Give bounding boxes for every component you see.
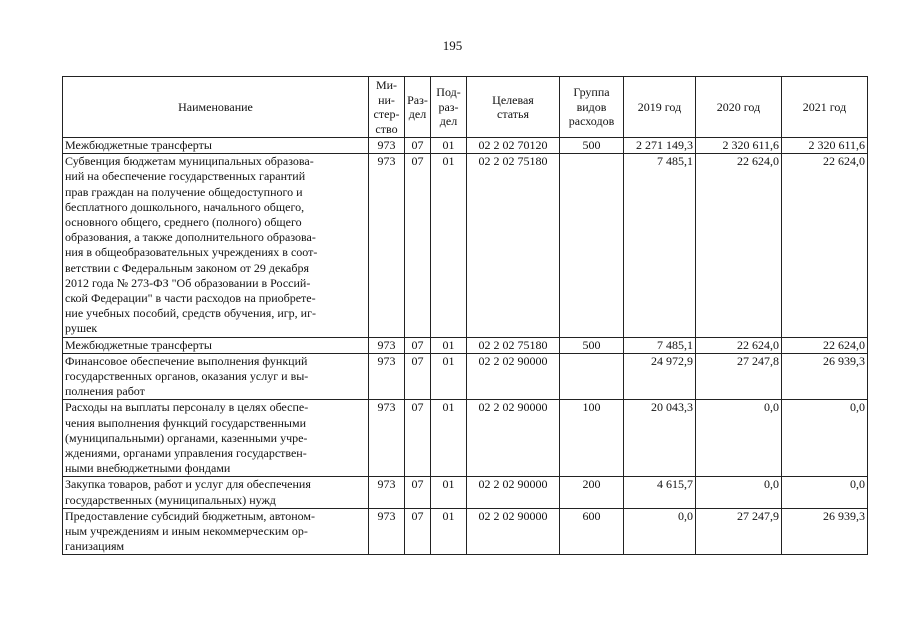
cell-2019: 7 485,1: [624, 337, 696, 353]
cell-ministry: 973: [369, 138, 405, 154]
cell-2019: 7 485,1: [624, 154, 696, 337]
budget-table: [62, 76, 868, 555]
cell-name: Субвенция бюджетам муниципальных образова- ний на обеспечение государственных гарантий прав граждан на получение общедоступного и бесплатного дошкольного, начального общего, основного общего, среднего (полного) общего образования, а также дополнительного образова- ния в общеобразовательных учреждениях в соот- ветствии с Федеральным законом от 29 декабря 2012 года № 273-ФЗ "Об образовании в Россий- ской Федерации" в части расходов на приобрете- ние учебных пособий, средств обучения, игр, иг- рушек: [63, 154, 369, 337]
cell-name: Финансовое обеспечение выполнения функций государственных органов, оказания услуг и вы- полнения работ: [63, 353, 369, 400]
table-row: [63, 138, 868, 154]
cell-ministry: 973: [369, 508, 405, 555]
cell-section: 07: [405, 353, 431, 400]
header-group: Группа видов расходов: [560, 77, 624, 138]
cell-2020: 27 247,8: [696, 353, 782, 400]
cell-2020: 2 320 611,6: [696, 138, 782, 154]
header-subsection: Под- раз- дел: [431, 77, 467, 138]
table-row: [63, 154, 868, 337]
header-name: Наименование: [63, 77, 369, 138]
cell-subsection: 01: [431, 138, 467, 154]
cell-target: 02 2 02 75180: [467, 154, 560, 337]
cell-target: 02 2 02 90000: [467, 508, 560, 555]
cell-section: 07: [405, 508, 431, 555]
cell-2019: 0,0: [624, 508, 696, 555]
cell-section: 07: [405, 337, 431, 353]
cell-subsection: 01: [431, 154, 467, 337]
cell-subsection: 01: [431, 353, 467, 400]
cell-ministry: 973: [369, 337, 405, 353]
cell-subsection: 01: [431, 477, 467, 508]
cell-group: 100: [560, 400, 624, 477]
cell-group: 200: [560, 477, 624, 508]
cell-2020: 27 247,9: [696, 508, 782, 555]
cell-ministry: 973: [369, 477, 405, 508]
header-ministry: Ми- ни- стер- ство: [369, 77, 405, 138]
cell-2021: 22 624,0: [782, 337, 868, 353]
cell-2019: 2 271 149,3: [624, 138, 696, 154]
cell-ministry: 973: [369, 400, 405, 477]
cell-ministry: 973: [369, 154, 405, 337]
cell-2019: 24 972,9: [624, 353, 696, 400]
cell-name: Расходы на выплаты персоналу в целях обеспе- чения выполнения функций государственными (муниципальными) органами, казенными учре- ждениями, органами управления государствен- ными внебюджетными фондами: [63, 400, 369, 477]
table-row: [63, 400, 868, 477]
cell-2020: 0,0: [696, 477, 782, 508]
cell-subsection: 01: [431, 400, 467, 477]
cell-2021: 0,0: [782, 477, 868, 508]
table-header-row: [63, 77, 868, 138]
cell-ministry: 973: [369, 353, 405, 400]
cell-group: 500: [560, 138, 624, 154]
header-2020: 2020 год: [696, 77, 782, 138]
cell-section: 07: [405, 138, 431, 154]
cell-group: 600: [560, 508, 624, 555]
header-section: Раз- дел: [405, 77, 431, 138]
cell-2021: 0,0: [782, 400, 868, 477]
table-row: [63, 477, 868, 508]
cell-name: Предоставление субсидий бюджетным, автоном- ным учреждениям и иным некоммерческим ор- ганизациям: [63, 508, 369, 555]
cell-2021: 26 939,3: [782, 353, 868, 400]
cell-target: 02 2 02 70120: [467, 138, 560, 154]
cell-2021: 2 320 611,6: [782, 138, 868, 154]
cell-target: 02 2 02 90000: [467, 477, 560, 508]
table-row: [63, 353, 868, 400]
cell-group: [560, 154, 624, 337]
cell-2019: 20 043,3: [624, 400, 696, 477]
header-2021: 2021 год: [782, 77, 868, 138]
table-body: [63, 138, 868, 555]
header-2019: 2019 год: [624, 77, 696, 138]
cell-2020: 22 624,0: [696, 154, 782, 337]
cell-name: Закупка товаров, работ и услуг для обеспечения государственных (муниципальных) нужд: [63, 477, 369, 508]
cell-target: 02 2 02 75180: [467, 337, 560, 353]
cell-target: 02 2 02 90000: [467, 353, 560, 400]
cell-2020: 0,0: [696, 400, 782, 477]
page-number: 195: [442, 38, 463, 53]
table-row: [63, 337, 868, 353]
cell-subsection: 01: [431, 508, 467, 555]
cell-name: Межбюджетные трансферты: [63, 337, 369, 353]
cell-target: 02 2 02 90000: [467, 400, 560, 477]
cell-2021: 26 939,3: [782, 508, 868, 555]
cell-section: 07: [405, 154, 431, 337]
cell-2020: 22 624,0: [696, 337, 782, 353]
cell-name: Межбюджетные трансферты: [63, 138, 369, 154]
cell-subsection: 01: [431, 337, 467, 353]
table-row: [63, 508, 868, 555]
cell-section: 07: [405, 477, 431, 508]
cell-section: 07: [405, 400, 431, 477]
cell-group: [560, 353, 624, 400]
cell-2021: 22 624,0: [782, 154, 868, 337]
cell-group: 500: [560, 337, 624, 353]
cell-2019: 4 615,7: [624, 477, 696, 508]
header-target: Целевая статья: [467, 77, 560, 138]
